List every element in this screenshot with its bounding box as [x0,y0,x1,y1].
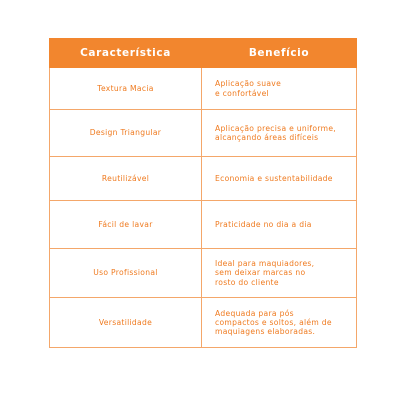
benefit-text: Adequada para pós compactos e soltos, além de maquiagens elaboradas. [215,308,332,337]
comparison-table-container [49,38,356,348]
benefit-cell [202,157,357,201]
table-row [50,249,357,298]
feature-cell: Reutilizável [50,157,202,201]
header-beneficio: Benefício [202,39,357,68]
feature-cell: Design Triangular [50,110,202,157]
feature-cell: Textura Macia [50,68,202,110]
benefit-cell [202,201,357,249]
benefit-text: Praticidade no dia a dia [215,219,312,229]
header-caracteristica: Característica [50,39,202,68]
benefit-text: Ideal para maquiadores, sem deixar marcas no rosto do cliente [215,259,315,287]
benefit-cell [202,298,357,348]
table-row [50,110,357,157]
table-row [50,298,357,348]
benefit-cell [202,68,357,110]
table-header-row [50,39,357,68]
benefit-cell [202,249,357,298]
table-row [50,201,357,249]
feature-cell: Versatilidade [50,298,202,348]
benefit-text: Economia e sustentabilidade [215,173,333,183]
benefit-text: Aplicação precisa e uniforme, alcançando áreas difíceis [215,123,337,142]
feature-cell: Uso Profissional [50,249,202,298]
table-row [50,68,357,110]
feature-cell: Fácil de lavar [50,201,202,249]
benefit-cell [202,110,357,157]
benefit-text: Aplicação suave e confortável [215,79,282,98]
feature-benefit-table [49,38,357,348]
table-row [50,157,357,201]
